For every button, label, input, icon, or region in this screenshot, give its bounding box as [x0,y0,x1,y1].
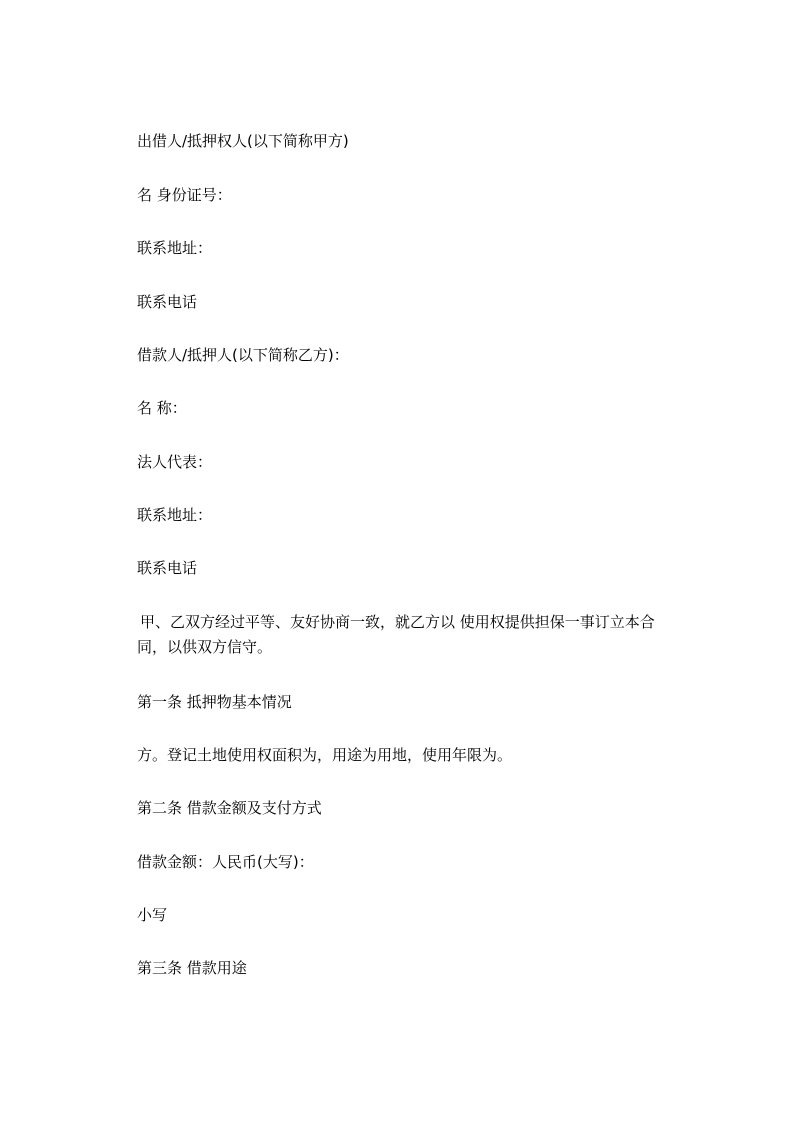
borrower-name-field: 名 称： [137,399,187,417]
lender-header: 出借人/抵押权人(以下简称甲方) [137,132,349,150]
borrower-header: 借款人/抵押人(以下简称乙方)： [137,346,349,364]
article-1-title: 第一条 抵押物基本情况 [137,693,292,711]
article-3-title: 第三条 借款用途 [137,959,247,977]
loan-amount-upper-field: 借款金额：人民币(大写)： [137,853,314,871]
article-1-body: 方。登记土地使用权面积为，用途为用地，使用年限为。 [137,746,513,764]
borrower-phone-field: 联系电话 [137,559,198,577]
loan-amount-lower-field: 小写 [137,906,168,924]
lender-address-field: 联系地址： [137,239,213,257]
intro-line-1: 甲、乙双方经过平等、友好协商一致，就乙方以 使用权提供担保一事订立本合 [140,613,655,631]
borrower-address-field: 联系地址： [137,506,213,524]
article-2-title: 第二条 借款金额及支付方式 [137,799,322,817]
borrower-legal-rep-field: 法人代表： [137,453,213,471]
intro-paragraph [137,612,707,657]
lender-phone-field: 联系电话 [137,293,198,311]
lender-name-id-field: 名 身份证号： [137,186,232,204]
intro-line-2: 同，以供双方信守。 [137,638,273,656]
